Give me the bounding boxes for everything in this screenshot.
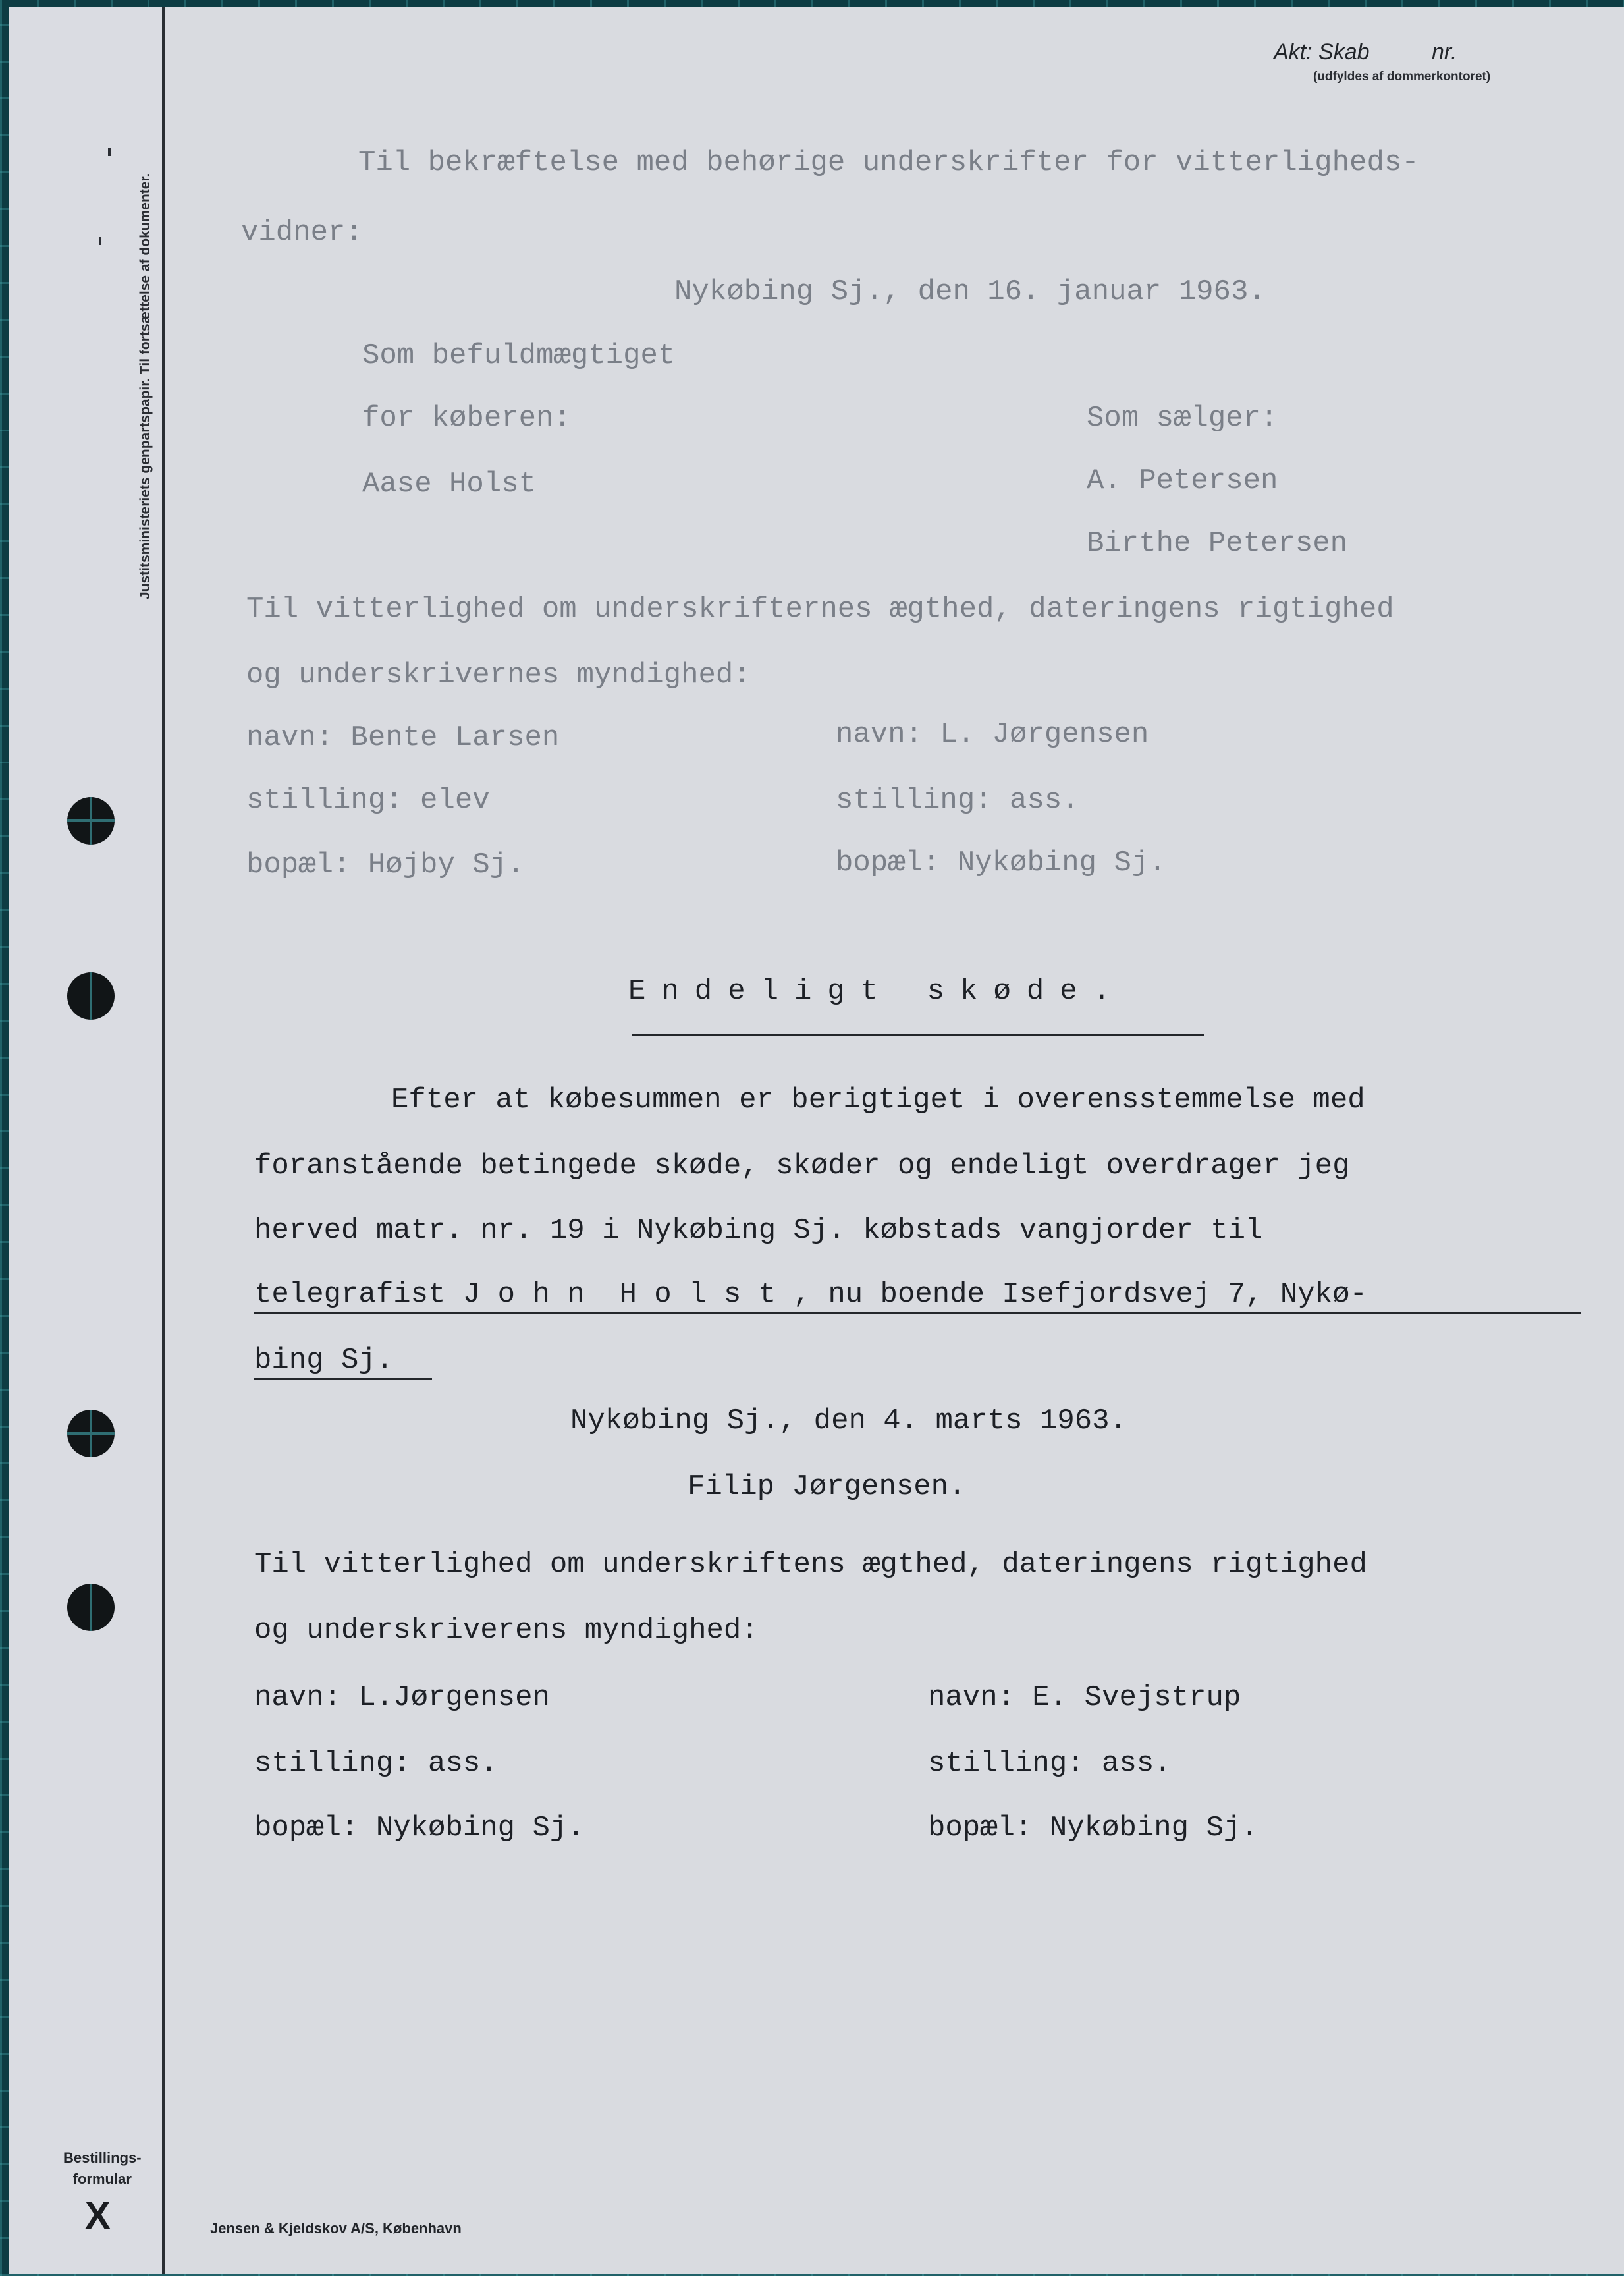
witness-intro: Til vitterlighed om underskriftens ægthed, dateringens rigtighed xyxy=(254,1548,1367,1581)
witness-residence: bopæl: Nykøbing Sj. xyxy=(928,1812,1259,1845)
punch-hole xyxy=(67,1584,115,1631)
intro-line: vidner: xyxy=(241,216,363,249)
margin-mark xyxy=(108,148,111,156)
signer-name: Filip Jørgensen. xyxy=(688,1470,966,1503)
witness-name: navn: L.Jørgensen xyxy=(254,1681,550,1714)
seller-role: Som sælger: xyxy=(1087,402,1278,435)
witness-name: navn: L. Jørgensen xyxy=(836,718,1149,751)
document-page xyxy=(9,7,1624,2274)
deed-body-line: bing Sj. xyxy=(254,1344,394,1377)
akt-number-label: nr. xyxy=(1432,40,1457,65)
punch-hole xyxy=(67,972,115,1020)
intro-line: Til bekræftelse med behørige underskrifter for vitterligheds- xyxy=(358,146,1419,179)
title-underline xyxy=(632,1034,1204,1036)
body-underline xyxy=(254,1378,432,1380)
akt-note: (udfyldes af dommerkontoret) xyxy=(1313,70,1491,84)
witness-position: stilling: ass. xyxy=(836,784,1079,817)
witness-intro: Til vitterlighed om underskrifternes ægthed, dateringens rigtighed xyxy=(246,593,1394,626)
place-date: Nykøbing Sj., den 4. marts 1963. xyxy=(570,1404,1127,1437)
deed-body-line: foranstående betingede skøde, skøder og endeligt overdrager jeg xyxy=(254,1150,1350,1182)
seller-name: A. Petersen xyxy=(1087,464,1278,497)
witness-position: stilling: ass. xyxy=(254,1747,498,1780)
witness-intro: og underskrivernes myndighed: xyxy=(246,659,751,692)
order-form-mark: X xyxy=(85,2194,111,2237)
witness-residence: bopæl: Højby Sj. xyxy=(246,848,525,881)
witness-name: navn: E. Svejstrup xyxy=(928,1681,1241,1714)
order-form-label: Bestillings- formular xyxy=(63,2150,142,2187)
buyer-name: Aase Holst xyxy=(362,468,537,501)
deed-body-line: telegrafist J o h n H o l s t , nu boende Isefjordsvej 7, Nykø- xyxy=(254,1278,1367,1311)
margin-mark xyxy=(99,237,101,245)
deed-title: Endeligt skøde. xyxy=(628,975,1127,1008)
body-underline xyxy=(254,1312,1581,1314)
witness-intro: og underskriverens myndighed: xyxy=(254,1614,759,1647)
witness-name: navn: Bente Larsen xyxy=(246,721,560,754)
witness-position: stilling: elev xyxy=(246,784,490,817)
witness-position: stilling: ass. xyxy=(928,1747,1172,1780)
buyer-role: for køberen: xyxy=(362,402,571,435)
witness-residence: bopæl: Nykøbing Sj. xyxy=(254,1812,585,1845)
punch-hole xyxy=(67,1410,115,1457)
place-date: Nykøbing Sj., den 16. januar 1963. xyxy=(674,275,1266,308)
paper-type-note: Justitsministeriets genpartspapir. Til fortsættelse af dokumenter. xyxy=(138,173,153,599)
akt-label: Akt: Skab xyxy=(1274,40,1370,65)
deed-body-line: Efter at købesummen er berigtiget i overensstemmelse med xyxy=(391,1084,1365,1117)
margin-strip xyxy=(9,7,165,2274)
witness-residence: bopæl: Nykøbing Sj. xyxy=(836,847,1166,879)
buyer-role: Som befuldmægtiget xyxy=(362,339,676,372)
seller-name: Birthe Petersen xyxy=(1087,527,1348,560)
deed-body-line: herved matr. nr. 19 i Nykøbing Sj. købstads vangjorder til xyxy=(254,1214,1263,1247)
publisher-imprint: Jensen & Kjeldskov A/S, København xyxy=(210,2220,462,2236)
punch-hole xyxy=(67,797,115,845)
